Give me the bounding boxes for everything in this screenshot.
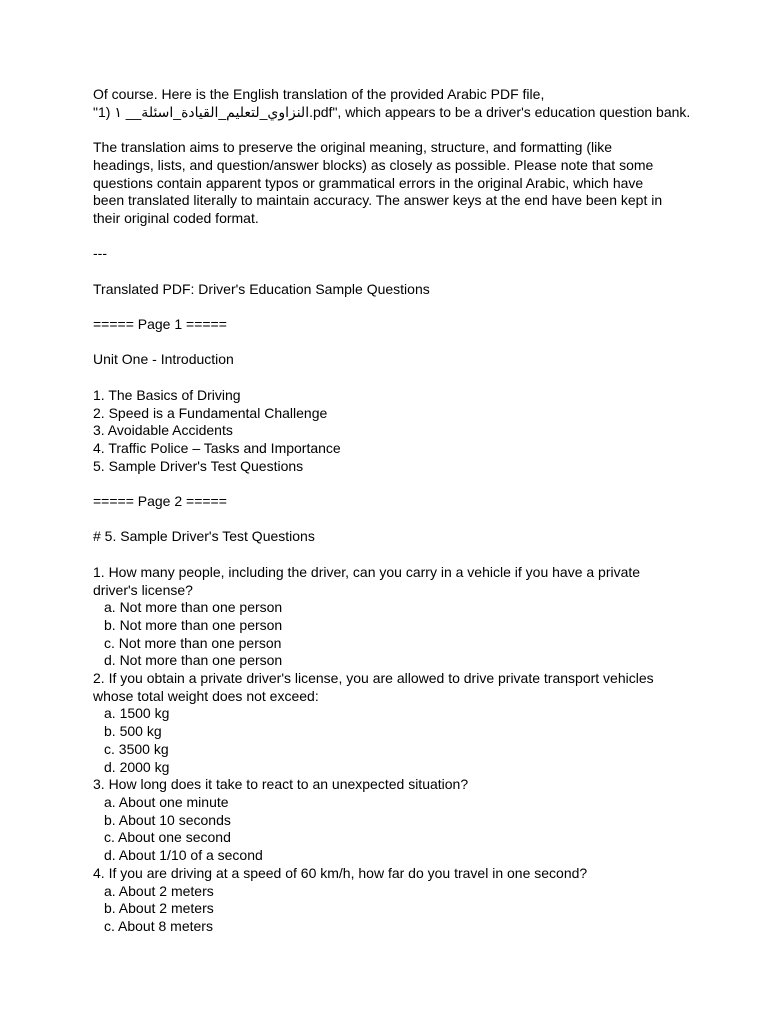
question-text: 1. How many people, including the driver, can you carry in a vehicle if you have a private bbox=[93, 563, 641, 580]
answer-option: a. About 2 meters bbox=[104, 882, 214, 899]
question-text: whose total weight does not exceed: bbox=[93, 687, 319, 704]
contents-item: 1. The Basics of Driving bbox=[93, 386, 241, 403]
note-line: been translated literally to maintain accuracy. The answer keys at the end have been kept in bbox=[93, 192, 663, 209]
intro-filename-arabic: النزاوي_لتعليم_القيادة_اسئلة__ bbox=[125, 103, 310, 120]
question-text: 3. How long does it take to react to an unexpected situation? bbox=[93, 776, 469, 793]
note-line: their original coded format. bbox=[93, 209, 259, 226]
question-block bbox=[93, 776, 693, 865]
question-block bbox=[93, 670, 693, 776]
contents-item: 5. Sample Driver's Test Questions bbox=[93, 457, 304, 474]
question-text: 4. If you are driving at a speed of 60 km/h, how far do you travel in one second? bbox=[93, 864, 588, 881]
answer-option: b. 500 kg bbox=[104, 723, 162, 740]
answer-option: c. Not more than one person bbox=[104, 634, 282, 651]
question-block bbox=[93, 865, 693, 936]
question-text: driver's license? bbox=[93, 581, 193, 598]
separator: --- bbox=[93, 245, 107, 262]
answer-option: d. 2000 kg bbox=[104, 758, 170, 775]
unit-title: Unit One - Introduction bbox=[93, 351, 234, 368]
intro-filename-prefix: "1) ١ bbox=[93, 103, 126, 120]
intro-filename-suffix: .pdf", which appears to be a driver's education question bank. bbox=[309, 103, 691, 120]
contents-list bbox=[93, 387, 693, 476]
answer-option: a. 1500 kg bbox=[104, 705, 170, 722]
note-line: The translation aims to preserve the original meaning, structure, and formatting (like bbox=[93, 139, 613, 156]
contents-item: 3. Avoidable Accidents bbox=[93, 422, 233, 439]
answer-option: c. About 8 meters bbox=[104, 917, 213, 934]
answer-option: a. Not more than one person bbox=[104, 599, 283, 616]
intro-paragraph bbox=[93, 86, 693, 121]
page-marker: ===== Page 1 ===== bbox=[93, 316, 227, 333]
question-list bbox=[93, 564, 693, 936]
answer-option: c. 3500 kg bbox=[104, 740, 169, 757]
answer-option: b. Not more than one person bbox=[104, 616, 283, 633]
document-page bbox=[93, 86, 693, 936]
section-heading: # 5. Sample Driver's Test Questions bbox=[93, 528, 315, 545]
contents-item: 2. Speed is a Fundamental Challenge bbox=[93, 404, 328, 421]
translation-note bbox=[93, 139, 693, 228]
answer-option: b. About 2 meters bbox=[104, 900, 214, 917]
note-line: headings, lists, and question/answer blocks) as closely as possible. Please note that some bbox=[93, 156, 654, 173]
page-marker: ===== Page 2 ===== bbox=[93, 493, 227, 510]
answer-option: c. About one second bbox=[104, 829, 231, 846]
question-text: 2. If you obtain a private driver's license, you are allowed to drive private transport vehicles bbox=[93, 670, 654, 687]
question-block bbox=[93, 564, 693, 670]
intro-filename-line bbox=[93, 104, 693, 122]
answer-option: a. About one minute bbox=[104, 793, 229, 810]
document-title: Translated PDF: Driver's Education Sample Questions bbox=[93, 280, 430, 297]
answer-option: d. Not more than one person bbox=[104, 652, 283, 669]
note-line: questions contain apparent typos or grammatical errors in the original Arabic, which have bbox=[93, 174, 644, 191]
answer-option: b. About 10 seconds bbox=[104, 811, 231, 828]
contents-item: 4. Traffic Police – Tasks and Importance bbox=[93, 439, 341, 456]
intro-line: Of course. Here is the English translation of the provided Arabic PDF file, bbox=[93, 86, 545, 102]
answer-option: d. About 1/10 of a second bbox=[104, 847, 263, 864]
